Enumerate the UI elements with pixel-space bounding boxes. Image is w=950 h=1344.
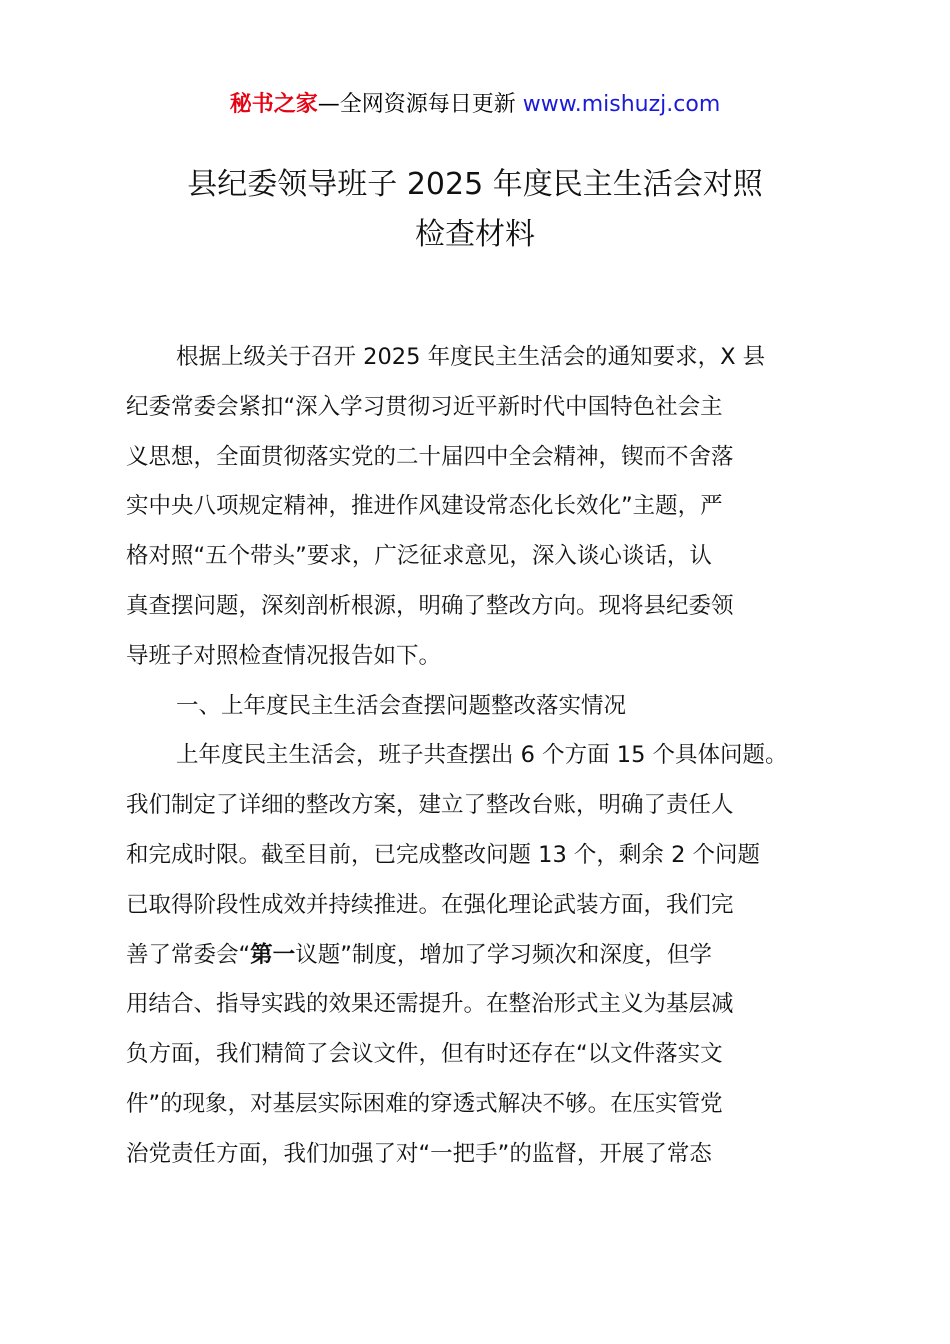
body-line: 真查摆问题，深刻剖析根源，明确了整改方向。现将县纪委领	[126, 592, 734, 619]
body-line: 治党责任方面，我们加强了对“一把手”的监督，开展了常态	[126, 1140, 712, 1167]
section-heading: 一、上年度民主生活会查摆问题整改落实情况	[176, 692, 627, 719]
body-line: 上年度民主生活会，班子共查摆出 6 个方面 15 个具体问题。	[176, 742, 788, 769]
body-line: 用结合、指导实践的效果还需提升。在整治形式主义为基层减	[126, 991, 734, 1018]
body-line: 已取得阶段性成效并持续推进。在强化理论武装方面，我们完	[126, 891, 734, 918]
body-line: 根据上级关于召开 2025 年度民主生活会的通知要求，X 县	[176, 344, 766, 370]
document-title	[0, 160, 950, 260]
document-body	[126, 333, 834, 1180]
body-line: 件”的现象，对基层实际困难的穿透式解决不够。在压实管党	[126, 1090, 723, 1117]
body-line: 义思想，全面贯彻落实党的二十届四中全会精神，锲而不舍落	[126, 443, 734, 470]
body-line: 纪委常委会紧扣“深入学习贯彻习近平新时代中国特色社会主	[126, 393, 723, 420]
body-text-segment: 议题”制度，增加了学习频次和深度，但学	[295, 941, 712, 968]
site-url-link[interactable]: www.mishuzj.com	[522, 92, 721, 117]
body-line: 实中央八项规定精神，推进作风建设常态化长效化”主题，严	[126, 493, 723, 520]
title-line-1: 县纪委领导班子 2025 年度民主生活会对照	[187, 167, 763, 202]
body-line: 负方面，我们精简了会议文件，但有时还存在“以文件落实文	[126, 1041, 723, 1068]
body-line: 和完成时限。截至目前，已完成整改问题 13 个，剩余 2 个问题	[126, 841, 761, 868]
bold-text-segment: 第一	[250, 941, 296, 968]
header-tagline: —全网资源每日更新	[317, 92, 523, 117]
brand-name: 秘书之家	[229, 92, 318, 117]
body-line: 格对照“五个带头”要求，广泛征求意见，深入谈心谈话，认	[126, 543, 712, 570]
body-line: 我们制定了详细的整改方案，建立了整改台账，明确了责任人	[126, 792, 734, 819]
site-header	[0, 88, 950, 122]
body-line: 导班子对照检查情况报告如下。	[126, 642, 442, 669]
title-line-2: 检查材料	[415, 217, 535, 252]
body-line	[126, 931, 834, 981]
body-text-segment: 善了常委会“	[126, 941, 251, 968]
